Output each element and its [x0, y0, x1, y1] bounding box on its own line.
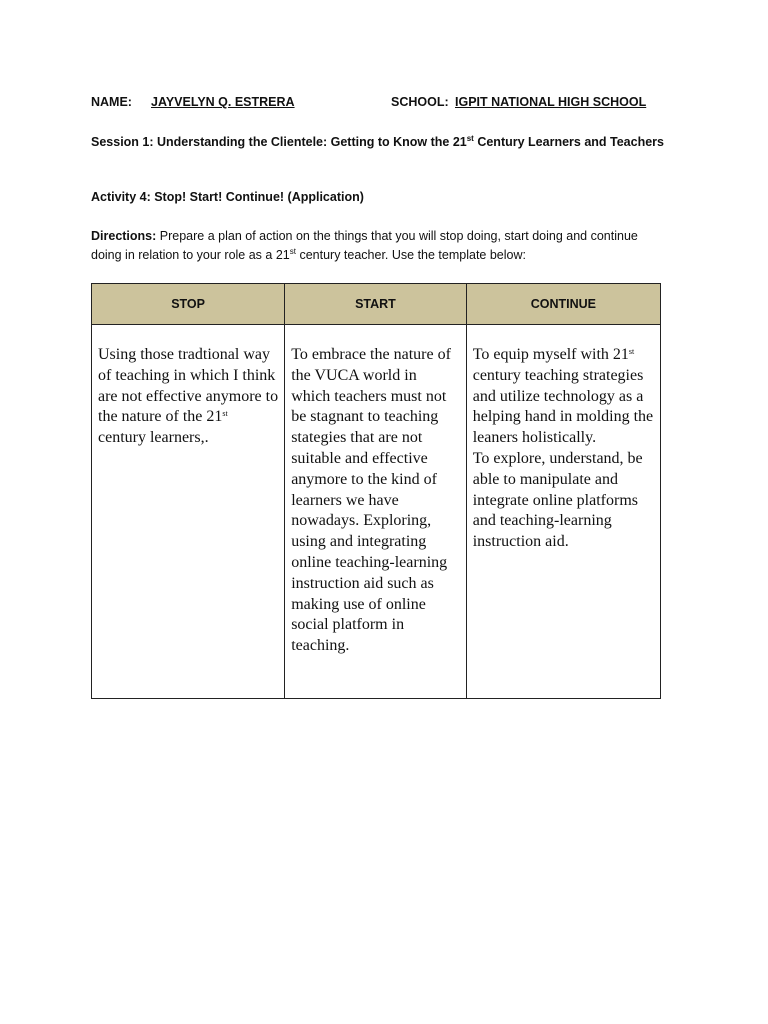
- plan-table: [91, 283, 661, 699]
- continue-p1-sup: st: [628, 347, 635, 356]
- header-stop: STOP: [92, 284, 285, 325]
- stop-text-before: Using those tradtional way of teaching in which I think are not effective anymore to the nature of the 21: [98, 346, 279, 426]
- directions-label: Directions:: [91, 229, 157, 243]
- stop-sup: st: [222, 409, 228, 419]
- header-continue: CONTINUE: [466, 284, 660, 325]
- session-title: [91, 133, 671, 152]
- cell-stop: [92, 325, 285, 699]
- continue-p1-after: century teaching strategies and utilize technology as a helping hand in molding the leaners holistically.: [472, 366, 654, 447]
- start-text: To embrace the nature of the VUCA world in which teachers must not be stagnant to teaching stategies that are not suitable and effective anymore to the kind of learners we have nowadays. Exploring, using and integrating online teaching-learning instruction aid such as making use of online social platform in teaching.: [291, 346, 451, 655]
- cell-start: [285, 325, 467, 699]
- continue-p1-before: To equip myself with 21: [472, 346, 629, 363]
- directions-text-before: Prepare a plan of action on the things that you will stop doing, start doing and continue doing in relation to your role as a 21: [91, 229, 638, 262]
- cell-continue: [466, 325, 660, 699]
- continue-paragraph-2: To explore, understand, be able to manipulate and integrate online platforms and teaching-learning instruction aid.: [472, 449, 643, 551]
- name-label: NAME:: [91, 95, 132, 109]
- school-value: IGPIT NATIONAL HIGH SCHOOL: [455, 95, 647, 109]
- directions-text-after: century teacher. Use the template below:: [295, 248, 526, 262]
- name-value: JAYVELYN Q. ESTRERA: [151, 95, 295, 109]
- session-sup: st: [466, 134, 474, 143]
- directions-sup: st: [289, 247, 296, 256]
- session-text-before: Session 1: Understanding the Clientele: Getting to Know the 21: [91, 135, 467, 149]
- stop-text-after: century learners,.: [98, 429, 209, 447]
- table-row: [92, 325, 661, 699]
- header-start: START: [285, 284, 467, 325]
- activity-title: Activity 4: Stop! Start! Continue! (Application): [91, 190, 364, 204]
- school-label: SCHOOL:: [391, 95, 449, 109]
- continue-paragraph-1: [473, 345, 654, 449]
- table-header-row: [92, 284, 661, 325]
- session-text-after: Century Learners and Teachers: [473, 135, 664, 149]
- directions: [91, 227, 671, 265]
